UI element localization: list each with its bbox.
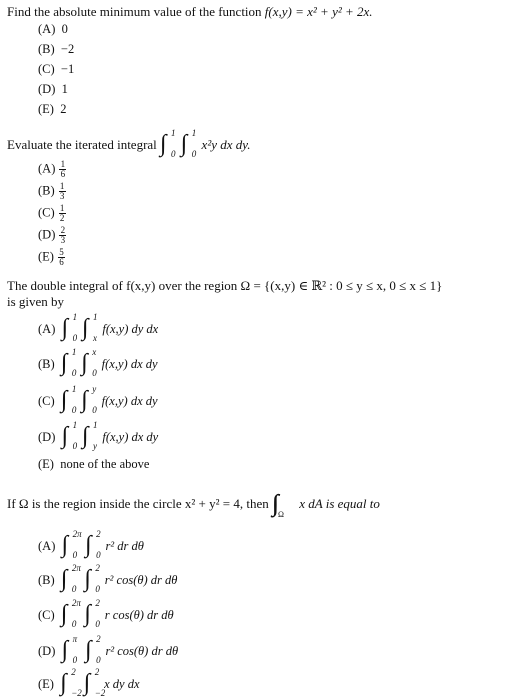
integral-sign: ∫ 1 0 <box>160 128 176 159</box>
double-integral-sign: ∫∫ Ω <box>271 491 284 519</box>
question-3-line-2: is given by <box>7 294 65 309</box>
q4-option-c[interactable]: (C) ∫ 2π 0 ∫ 2 0 r cos(θ) dr dθ <box>38 598 174 629</box>
q1-option-c[interactable]: (C) −1 <box>38 62 75 76</box>
function-expression: f(x,y) = x² + y² + 2x. <box>264 4 373 19</box>
integral-sign: ∫ 1 0 <box>180 128 197 159</box>
question-1-prompt: Find the absolute minimum value of the function f(x,y) = x² + y² + 2x. <box>7 4 373 19</box>
q3-option-e[interactable]: (E) none of the above <box>38 457 150 471</box>
q2-option-c[interactable]: (C) $\frac{1}{2}$ <box>38 203 65 223</box>
q2-option-b[interactable]: (B) $\frac{1}{3}$ <box>38 181 65 201</box>
q3-option-c[interactable]: (C) ∫ 1 0 ∫ y 0 f(x,y) dx dy <box>38 384 158 415</box>
q1-option-b[interactable]: (B) −2 <box>38 42 75 56</box>
q2-option-e[interactable]: (E) $\frac{5}{6}$ <box>38 247 64 267</box>
q4-option-b[interactable]: (B) ∫ 2π 0 ∫ 2 0 r² cos(θ) dr dθ <box>38 563 178 594</box>
question-3-line-1: The double integral of f(x,y) over the region Ω = {(x,y) ∈ ℝ² : 0 ≤ y ≤ x, 0 ≤ x ≤ 1} <box>7 278 443 293</box>
q1-option-e[interactable]: (E) 2 <box>38 102 67 116</box>
q1-option-d[interactable]: (D) 1 <box>38 82 68 96</box>
q3-option-a[interactable]: (A) ∫ 1 0 ∫ 1 x f(x,y) dy dx <box>38 312 159 343</box>
integrand: x²y dx dy. <box>201 136 251 152</box>
q4-option-d[interactable]: (D) ∫ π 0 ∫ 2 0 r² cos(θ) dr dθ <box>38 634 179 665</box>
q1-option-a[interactable]: (A) 0 <box>38 22 68 36</box>
q2-option-a[interactable]: (A) $\frac{1}{6}$ <box>38 159 66 179</box>
q3-option-d[interactable]: (D) ∫ 1 0 ∫ 1 y f(x,y) dx dy <box>38 420 159 451</box>
question-4-prompt: If Ω is the region inside the circle x² + y² = 4, then ∫∫ Ω x dA is equal to <box>7 488 380 515</box>
q4-option-e[interactable]: (E) ∫ 2 −2 ∫ 2 −2 x dy dx <box>38 667 140 698</box>
question-2-prompt: Evaluate the iterated integral ∫ 1 0 ∫ 1 0 x²y dx dy. <box>7 128 251 159</box>
q2-option-d[interactable]: (D) $\frac{2}{3}$ <box>38 225 66 245</box>
q4-option-a[interactable]: (A) ∫ 2π 0 ∫ 2 0 r² dr dθ <box>38 529 144 560</box>
q3-option-b[interactable]: (B) ∫ 1 0 ∫ x 0 f(x,y) dx dy <box>38 347 158 378</box>
